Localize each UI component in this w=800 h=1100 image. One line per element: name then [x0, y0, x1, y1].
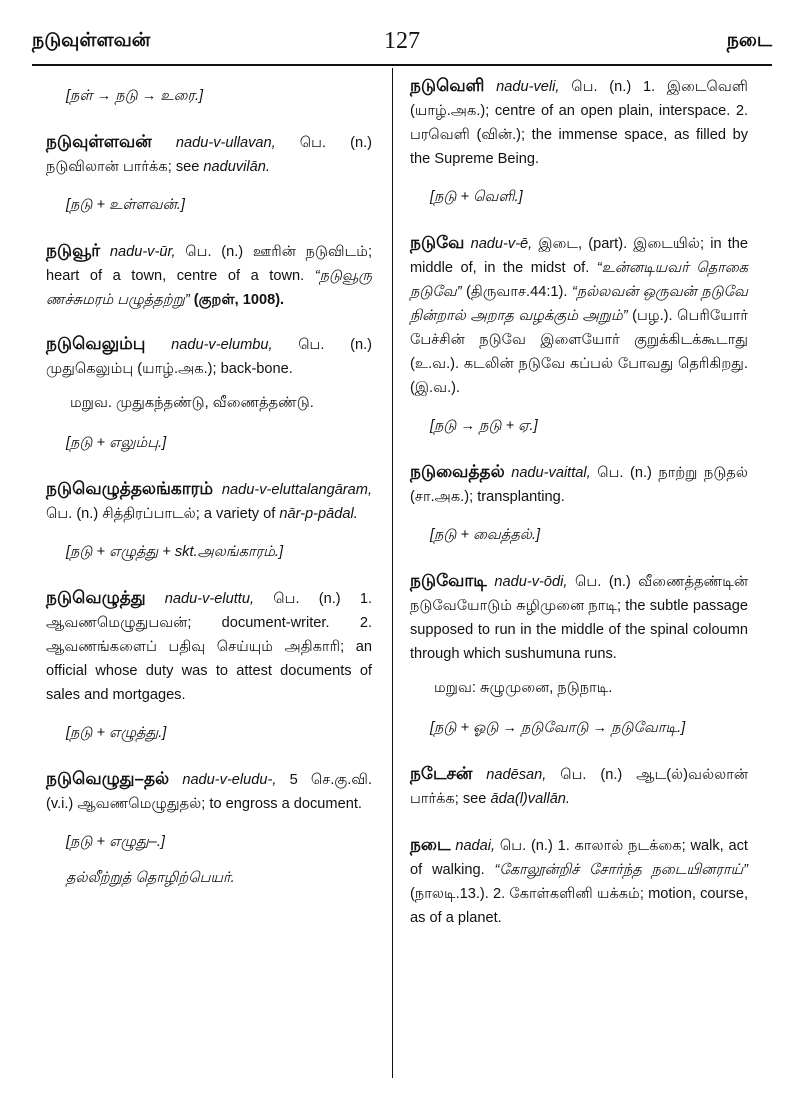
headword: நடுவெலும்பு [46, 334, 146, 353]
transliteration: nadu-v-ōdi, [494, 574, 568, 590]
headword: நடுவெழுத்தலங்காரம் [46, 479, 214, 498]
reference: (நாலடி.13.). 2. கோள்களினி யக்கம்; motion, course, as of a planet. [410, 886, 748, 926]
headword: நடுவெழுத்து [46, 588, 146, 607]
etymology: [நடு + எழுத்து.] [66, 725, 167, 741]
headword: நடுவெழுது–தல் [46, 769, 170, 788]
page-header [32, 28, 772, 64]
entry-naduvur [46, 239, 372, 312]
definition: பெ. (n.) நடுவிலான் பார்க்க; see [46, 135, 372, 175]
headword: நடுவோடி [410, 571, 487, 590]
transliteration: āda(l)vallān. [490, 791, 570, 807]
synonyms: மறுவ: சுழுமுனை, நடுநாடி. [434, 680, 613, 696]
definition: பெ. (n.) 1. ஆவணமெழுதுபவன்; document-writer. 2. ஆவணங்களைப் பதிவு செய்யும் அதிகாரி; an official whose duty was to attest documents of sales and mortgages. [46, 591, 372, 703]
reference: (திருவாச.44:1). [466, 284, 568, 300]
transliteration: nār-p-pādal. [279, 506, 358, 522]
synonyms: மறுவ. முதுகந்தண்டு, வீணைத்தண்டு. [70, 395, 314, 411]
headword: நடுவெளி [410, 76, 485, 95]
transliteration: nadu-v-eludu-, [182, 772, 277, 788]
transliteration: nadu-v-eluttalangāram, [221, 482, 372, 498]
entry-naduvaittal [410, 460, 748, 509]
transliteration: naduvilān. [203, 159, 270, 175]
definition: பெ. (n.) ஆட(ல்)வல்லான் பார்க்க; see [410, 767, 748, 807]
definition: பெ. (n.) ஊரின் நடுவிடம்; heart of a town, centre of a town. [46, 244, 373, 284]
left-column [46, 74, 372, 890]
etymology: [நடு + எழுத்து + skt.அலங்காரம்.] [66, 544, 284, 560]
definition: பெ. (n.) 1. இடைவெளி (யாழ்.அக.); centre of an open plain, interspace. 2. பரவெளி (வின்.); the immense space, as filled by the Supreme Being. [410, 79, 749, 167]
definition: பெ. (n.) நாற்று நடுதல் (சா.அக.); transplanting. [410, 465, 748, 505]
entry-naduveluttu [46, 586, 372, 707]
quotation: “கோலூன்றிச் சோர்ந்த நடையினராய்” [494, 862, 748, 878]
grammar-note: தல்லீற்றுத் தொழிற்பெயர். [66, 870, 235, 886]
transliteration: nadu-v-elumbu, [171, 337, 273, 353]
entry-naduveli [410, 74, 748, 171]
definition: பெ. (n.) முதுகெலும்பு (யாழ்.அக.); back-bone. [46, 337, 373, 377]
headword: நடுவுள்ளவன் [46, 132, 152, 151]
etymology: [நடு + உள்ளவன்.] [66, 197, 185, 213]
definition: பெ. (n.) வீணைத்தண்டின் நடுவேயோடும் சுழிமுனை நாடி; the subtle passage supposed to run in the middle of the spinal coloumn through which sushumuna runs. [410, 574, 749, 662]
entry-nadai [410, 833, 748, 930]
column-divider [392, 68, 393, 1078]
definition: இடை, (part). இடையில்; in the middle of, in the midst of. [410, 236, 748, 276]
entry-naduvodi [410, 569, 748, 666]
transliteration: nadēsan, [486, 767, 547, 783]
definition: 5 செ.கு.வி. (v.i.) ஆவணமெழுதுதல்; to engross a document. [46, 772, 373, 812]
headword: நடுவைத்தல் [410, 462, 505, 481]
etymology: [நள் → நடு → உரை.] [66, 88, 204, 104]
entry-naduve [410, 231, 748, 400]
etymology: [நடு + எழுது–.] [66, 834, 165, 850]
transliteration: nadai, [455, 838, 496, 854]
header-rule [32, 64, 772, 66]
headword: நடை [410, 835, 451, 854]
transliteration: nadu-v-ūr, [109, 244, 176, 260]
running-head-left: நடுவுள்ளவன் [32, 30, 151, 51]
transliteration: nadu-veli, [496, 79, 560, 95]
reference: (பழ.). பெரியோர் பேச்சின் நடுவே இளையோர் குறுக்கிடக்கூடாது (உ.வ.). கடலின் நடுவே கப்பல் போவது தெரிகிறது. (இ.வ.). [410, 308, 748, 396]
etymology: [நடு + ஓடு → நடுவோடு → நடுவோடி.] [430, 720, 686, 736]
entry-naduveludu [46, 767, 372, 816]
transliteration: nadu-v-eluttu, [164, 591, 255, 607]
quotation: “நல்லவன் ஒருவன் நடுவே நின்றால் அறாத வழக்கும் அறும்” [410, 284, 748, 324]
headword: நடுவூர் [46, 241, 101, 260]
transliteration: nadu-v-ullavan, [175, 135, 276, 151]
quotation: “உன்னடியவர் தொகை நடுவே” [410, 260, 748, 300]
etymology: [நடு + வைத்தல்.] [430, 527, 541, 543]
running-head-right: நடை [726, 30, 772, 51]
etymology: [நடு + எலும்பு.] [66, 435, 167, 451]
page-number: 127 [384, 28, 420, 54]
transliteration: nadu-v-ē, [470, 236, 533, 252]
headword: நடுவே [410, 233, 465, 252]
right-column [410, 74, 748, 944]
etymology: [நடு + வெளி.] [430, 189, 523, 205]
entry-naduvullavan [46, 130, 372, 179]
entry-naduvelumbu [46, 332, 372, 381]
reference: (குறள், 1008). [193, 292, 285, 308]
etymology: [நடு → நடு + ஏ.] [430, 418, 538, 434]
transliteration: nadu-vaittal, [511, 465, 591, 481]
entry-naduveluttalangaram [46, 477, 372, 526]
headword: நடேசன் [410, 764, 473, 783]
definition: பெ. (n.) 1. காலால் நடக்கை; walk, act of walking. [410, 838, 748, 878]
entry-nadesan [410, 762, 748, 811]
definition: பெ. (n.) சித்திரப்பாடல்; a variety of [46, 506, 276, 522]
quotation: “நடுவூரு ணச்சுமரம் பழுத்தற்று” [46, 268, 372, 308]
